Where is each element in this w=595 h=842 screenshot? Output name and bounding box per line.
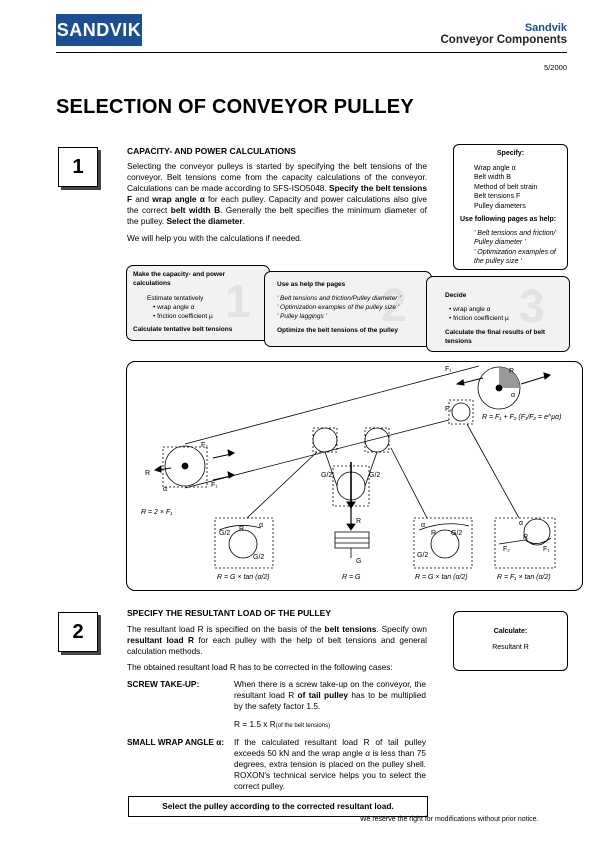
section1-heading: CAPACITY- AND POWER CALCULATIONS [127,146,296,156]
header-rule [56,52,567,53]
conveyor-diagram [126,361,583,591]
step1-title: Make the capacity- and power calculations [133,271,226,287]
help-list [474,229,559,267]
step-card-2 [264,271,432,347]
detail4-f1: F₁ [543,546,550,553]
step3-item: • friction coefficient μ [449,315,509,322]
section2-heading: SPECIFY THE RESULTANT LOAD OF THE PULLEY [127,608,332,618]
step2-item: ' Belt tensions and friction/Pulley diameter ' [277,295,401,302]
step2-footer: Optimize the belt tensions of the pulley [277,327,398,334]
calculate-title: Calculate: [493,628,528,635]
detail1-g2b: G/2 [253,554,265,561]
help-item: ' Optimization examples of the pulley size ' [474,248,556,265]
detail3-g2b: G/2 [451,530,463,537]
step2-item: ' Optimization examples of the pulley size ' [277,304,400,311]
help-title: Use following pages as help: [460,216,557,223]
step-card-1 [126,265,270,341]
step-number-3: 3 [519,280,545,332]
detail3-g2a: G/2 [417,552,429,559]
takeup-weight [335,532,369,548]
label-alpha-top: α [511,392,516,399]
section1-paragraph: Selecting the conveyor pulleys is started by specifying the belt tensions of the conveyor. Belt tensions come from the capacity calculations of the conveyor. Calculations can be made according to SFS-ISO5048. Specify the belt tensions F and wrap angle α for each pulley. Capacity and power calculations also give the correct belt width B. Generally the belt specifies the minimum diameter of the pulley. Select the diameter. [127,161,427,226]
detail3-r: R [431,530,437,537]
label-g2-right: G/2 [369,472,381,479]
sandvik-logo: SANDVIK [56,14,142,46]
snub-pulley [452,403,470,421]
specify-item: Belt width B [474,174,511,181]
bend-pulley-right [365,428,389,452]
footer-note: We reserve the right for modifications without prior notice. [360,816,539,823]
formula-detail-4: R = F₁ × tan (α/2) [497,574,551,581]
belt-top-line [185,366,479,444]
detail3-alpha: α [421,522,426,529]
case1-label: SCREW TAKE-UP: [127,679,200,689]
step3-title: Decide [445,292,467,299]
step3-footer: Calculate the final results of belt tensions [445,329,546,345]
formula-detail-1: R = G × tan (α/2) [217,574,270,581]
calculate-item: Resultant R [492,643,529,651]
label-g-mid: G [356,558,362,565]
detail4-r: R [523,534,529,541]
step1-sub: Estimate tentatively [147,295,204,302]
label-alpha-left: α [163,486,168,493]
label-r-mid: R [356,518,362,525]
calculate-box [453,611,568,671]
specify-item: Pulley diameters [474,202,526,210]
specify-item: Method of belt strain [474,183,538,191]
detail4-f2: F₂ [503,546,510,553]
detail1-alpha: α [259,522,264,529]
step2-title: Use as help the pages [277,281,346,288]
section-number-2: 2 [58,612,98,652]
label-f2-left: F₂ [201,442,208,449]
specify-title: Specify: [496,150,525,157]
step2-item: ' Pulley laggings ' [277,313,327,320]
case2-text: If the calculated resultant load R of tail pulley exceeds 50 kN and the wrap angle α is less than 75 degrees, extra tension is placed on the pulley shell. ROXON's technical service helps you to select the correct pulley. [234,737,426,791]
bend-pulley-left [313,428,337,452]
detail4-alpha: α [519,520,524,527]
step3-item: • wrap angle α [449,306,491,313]
division-name: Conveyor Components [440,34,567,46]
step1-footer: Calculate tentative belt tensions [133,326,233,333]
formula-detail-2: R = G [342,574,361,581]
label-g2-left: G/2 [321,472,333,479]
label-f1-left: F₁ [211,482,218,489]
label-r-left: R [145,470,151,477]
formula-head-pulley: R = F₁ + F₂ (F₁/F₂ = e^μα) [482,414,562,421]
page-title: SELECTION OF CONVEYOR PULLEY [56,96,414,118]
help-item: ' Belt tensions and friction/ Pulley diameter ' [474,229,556,246]
step-number-2: 2 [381,279,407,331]
specify-list [474,164,567,212]
label-f2-top: F₂ [445,406,452,413]
final-instruction: Select the pulley according to the corrected resultant load. [128,796,428,817]
company-name: Sandvik [524,22,567,34]
step1-item: • friction coefficient μ [153,313,213,320]
header-brand [440,22,567,46]
formula-detail-3: R = G × tan (α/2) [415,574,468,581]
step-number-1: 1 [225,275,251,327]
case1-text: When there is a screw take-up on the conveyor, the resultant load R of tail pulley has to be multiplied by the safety factor 1.5. [234,679,427,711]
formula-tail-pulley: R = 2 × F₁ [141,509,173,516]
specify-box [453,144,568,270]
document-date: 5/2000 [544,63,567,72]
step1-item: • wrap angle α [153,304,195,311]
section2-paragraph: The resultant load R is specified on the basis of the belt tensions. Specify own resultant load R for each pulley with the help of belt tensions and general calculation methods. [127,624,428,656]
detail1-g2a: G/2 [219,530,231,537]
section2-correction-text: The obtained resultant load R has to be corrected in the following cases: [127,662,393,672]
step-card-3 [426,276,570,352]
case1-formula: R = 1.5 x R(of the belt tensions) [234,719,331,729]
label-f1-top: F₁ [445,366,452,373]
case2-label: SMALL WRAP ANGLE α: [127,737,225,747]
section1-help-text: We will help you with the calculations if needed. [127,233,303,243]
label-r-top: R [509,368,515,375]
section-number-1: 1 [58,147,98,187]
detail1-r: R [239,526,245,533]
specify-item: Belt tensions F [474,193,521,200]
specify-item: Wrap angle α [474,164,516,172]
